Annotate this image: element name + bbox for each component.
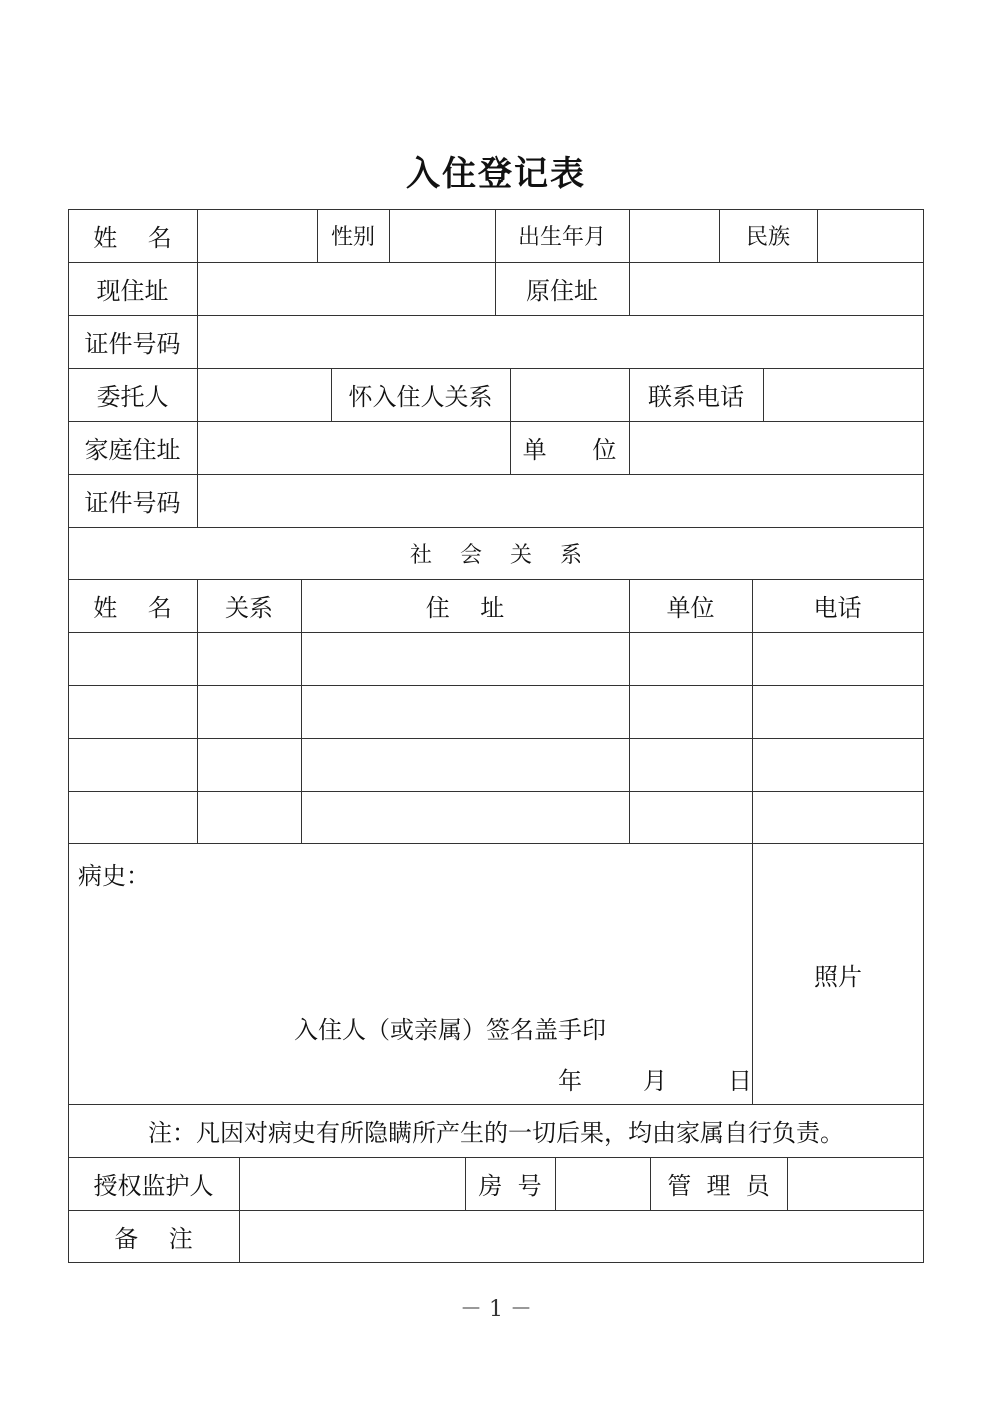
current-address-field[interactable] (198, 263, 495, 315)
table-row[interactable] (69, 792, 923, 843)
signature-line: 入住人（或亲属）签名盖手印 (294, 1015, 606, 1044)
guardian-field[interactable] (240, 1158, 465, 1210)
label-name: 姓 名 (93, 224, 172, 252)
col-header-unit: 单位 (666, 594, 715, 622)
former-address-field[interactable] (630, 263, 923, 315)
col-header-phone: 电话 (813, 594, 862, 622)
photo-area[interactable]: 照片 (814, 962, 862, 991)
label-id-number: 证件号码 (84, 330, 181, 358)
label-id-number-2: 证件号码 (84, 489, 181, 517)
label-birth-date: 出生年月 (517, 225, 606, 250)
room-number-field[interactable] (556, 1158, 650, 1210)
label-manager: 管 理 员 (667, 1172, 770, 1200)
contact-phone-field[interactable] (764, 369, 923, 421)
label-relation-to-resident: 怀入住人关系 (348, 383, 493, 411)
medical-history-field[interactable] (69, 893, 752, 1003)
label-current-address: 现住址 (96, 277, 169, 305)
table-row[interactable] (69, 686, 923, 738)
col-header-address: 住 址 (425, 594, 505, 622)
form-title: 入住登记表 (406, 154, 586, 194)
name-field[interactable] (198, 210, 317, 262)
entrustor-field[interactable] (198, 369, 331, 421)
id-number-field-2[interactable] (198, 475, 923, 527)
page-number: － 1 － (460, 1297, 532, 1322)
col-header-relation: 关系 (225, 594, 273, 622)
label-work-unit: 单 位 (522, 436, 617, 464)
date-line: 年 月 日 (557, 1066, 753, 1095)
label-remark: 备 注 (114, 1224, 193, 1253)
disclaimer-note: 注：凡因对病史有所隐瞒所产生的一切后果，均由家属自行负责。 (148, 1119, 844, 1147)
label-entrustor: 委托人 (96, 383, 169, 411)
home-address-field[interactable] (198, 422, 510, 474)
label-former-address: 原住址 (526, 277, 598, 305)
work-unit-field[interactable] (630, 422, 923, 474)
table-row[interactable] (69, 739, 923, 791)
id-number-field[interactable] (198, 316, 923, 368)
gender-field[interactable] (390, 210, 495, 262)
relation-field[interactable] (511, 369, 629, 421)
table-row[interactable] (69, 633, 923, 685)
label-gender: 性别 (330, 225, 375, 250)
remark-field[interactable] (240, 1211, 923, 1262)
label-contact-phone: 联系电话 (648, 383, 744, 411)
label-ethnicity: 民族 (745, 225, 790, 250)
label-home-address: 家庭住址 (84, 436, 181, 464)
label-guardian: 授权监护人 (93, 1172, 214, 1200)
label-room-number: 房 号 (478, 1172, 542, 1200)
col-header-name: 姓 名 (93, 594, 172, 622)
birth-date-field[interactable] (630, 210, 719, 262)
label-medical-history: 病史： (78, 861, 150, 890)
social-relations-heading: 社 会 关 系 (410, 542, 582, 568)
ethnicity-field[interactable] (818, 210, 923, 262)
manager-field[interactable] (788, 1158, 923, 1210)
